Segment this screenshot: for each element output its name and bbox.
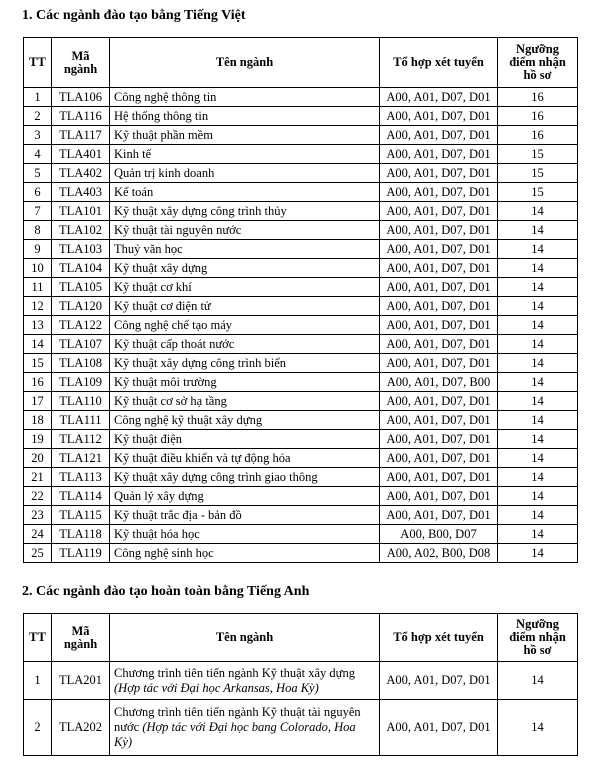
cell-nguong: 16 — [498, 107, 578, 126]
cell-ten-nganh: Kế toán — [110, 183, 380, 202]
table-row — [24, 354, 578, 373]
cell-ma-nganh: TLA114 — [52, 487, 110, 506]
cell-to-hop: A00, A01, D07, D01 — [380, 487, 498, 506]
table-header-row — [24, 38, 578, 88]
cell-ten-nganh: Kỹ thuật xây dựng công trình giao thông — [110, 468, 380, 487]
table-row — [24, 221, 578, 240]
cell-ten-nganh: Kỹ thuật xây dựng — [110, 259, 380, 278]
cell-nguong: 15 — [498, 164, 578, 183]
cell-ten-nganh: Công nghệ kỹ thuật xây dựng — [110, 411, 380, 430]
cell-ten-nganh: Hệ thống thông tin — [110, 107, 380, 126]
header-to-hop: Tổ hợp xét tuyển — [380, 614, 498, 662]
cell-ten-nganh: Kỹ thuật tài nguyên nước — [110, 221, 380, 240]
cell-nguong: 14 — [498, 221, 578, 240]
cell-to-hop: A00, A01, D07, D01 — [380, 411, 498, 430]
cell-ma-nganh: TLA121 — [52, 449, 110, 468]
cell-to-hop: A00, A01, D07, D01 — [380, 662, 498, 700]
header-ten-nganh: Tên ngành — [110, 38, 380, 88]
cell-ten-nganh: Thuỷ văn học — [110, 240, 380, 259]
cell-nguong: 14 — [498, 544, 578, 563]
cell-ma-nganh: TLA115 — [52, 506, 110, 525]
cell-ma-nganh: TLA120 — [52, 297, 110, 316]
cell-tt: 23 — [24, 506, 52, 525]
cell-nguong: 14 — [498, 259, 578, 278]
cell-nguong: 14 — [498, 430, 578, 449]
header-ma-nganh: Mã ngành — [52, 38, 110, 88]
cell-nguong: 16 — [498, 126, 578, 145]
cell-tt: 15 — [24, 354, 52, 373]
cell-ma-nganh: TLA401 — [52, 145, 110, 164]
cell-nguong: 14 — [498, 202, 578, 221]
cell-nguong: 14 — [498, 662, 578, 700]
cell-tt: 7 — [24, 202, 52, 221]
cell-to-hop: A00, A01, D07, D01 — [380, 316, 498, 335]
cell-ma-nganh: TLA118 — [52, 525, 110, 544]
cell-ten-nganh: Kỹ thuật cơ điện tử — [110, 297, 380, 316]
cell-ma-nganh: TLA108 — [52, 354, 110, 373]
table-row — [24, 126, 578, 145]
cell-nguong: 14 — [498, 506, 578, 525]
cell-ma-nganh: TLA117 — [52, 126, 110, 145]
header-ma-nganh: Mã ngành — [52, 614, 110, 662]
cell-ten-nganh: Kỹ thuật môi trường — [110, 373, 380, 392]
cell-ma-nganh: TLA106 — [52, 88, 110, 107]
cell-tt: 13 — [24, 316, 52, 335]
cell-tt: 9 — [24, 240, 52, 259]
cell-to-hop: A00, A01, D07, D01 — [380, 506, 498, 525]
cell-to-hop: A00, A01, D07, D01 — [380, 107, 498, 126]
cell-ma-nganh: TLA103 — [52, 240, 110, 259]
cell-to-hop: A00, A01, D07, B00 — [380, 373, 498, 392]
cell-nguong: 14 — [498, 449, 578, 468]
cell-tt: 1 — [24, 88, 52, 107]
cell-to-hop: A00, A01, D07, D01 — [380, 468, 498, 487]
cell-tt: 14 — [24, 335, 52, 354]
cell-ten-nganh: Quản lý xây dựng — [110, 487, 380, 506]
cell-tt: 10 — [24, 259, 52, 278]
cell-tt: 16 — [24, 373, 52, 392]
cell-tt: 5 — [24, 164, 52, 183]
partner-note: (Hợp tác với Đại học bang Colorado, Hoa Kỳ) — [114, 720, 356, 749]
cell-tt: 2 — [24, 107, 52, 126]
cell-ma-nganh: TLA111 — [52, 411, 110, 430]
header-nguong: Ngưỡng điểm nhận hồ sơ — [498, 38, 578, 88]
cell-tt: 1 — [24, 662, 52, 700]
cell-tt: 3 — [24, 126, 52, 145]
cell-ma-nganh: TLA107 — [52, 335, 110, 354]
table-row — [24, 88, 578, 107]
cell-ma-nganh: TLA119 — [52, 544, 110, 563]
cell-ma-nganh: TLA403 — [52, 183, 110, 202]
clipped-previous-line — [0, 0, 597, 3]
cell-ma-nganh: TLA112 — [52, 430, 110, 449]
table-row — [24, 662, 578, 700]
cell-tt: 18 — [24, 411, 52, 430]
cell-nguong: 14 — [498, 392, 578, 411]
header-to-hop: Tổ hợp xét tuyển — [380, 38, 498, 88]
cell-nguong: 14 — [498, 297, 578, 316]
table-row — [24, 297, 578, 316]
cell-to-hop: A00, A01, D07, D01 — [380, 259, 498, 278]
cell-nguong: 14 — [498, 468, 578, 487]
cell-tt: 6 — [24, 183, 52, 202]
cell-ten-nganh: Kỹ thuật phần mềm — [110, 126, 380, 145]
cell-to-hop: A00, A01, D07, D01 — [380, 449, 498, 468]
table-row — [24, 392, 578, 411]
table-row — [24, 411, 578, 430]
cell-to-hop: A00, A01, D07, D01 — [380, 392, 498, 411]
cell-to-hop: A00, A01, D07, D01 — [380, 88, 498, 107]
cell-tt: 4 — [24, 145, 52, 164]
cell-tt: 21 — [24, 468, 52, 487]
cell-to-hop: A00, A01, D07, D01 — [380, 202, 498, 221]
cell-ten-nganh: Kỹ thuật cơ sở hạ tầng — [110, 392, 380, 411]
cell-nguong: 15 — [498, 145, 578, 164]
cell-tt: 17 — [24, 392, 52, 411]
cell-ma-nganh: TLA113 — [52, 468, 110, 487]
partner-note: (Hợp tác với Đại học Arkansas, Hoa Kỳ) — [114, 680, 319, 695]
english-programs-table — [23, 613, 578, 756]
program-name: Chương trình tiên tiến ngành Kỹ thuật xây dựng — [114, 665, 355, 680]
cell-to-hop: A00, A01, D07, D01 — [380, 126, 498, 145]
table-row — [24, 316, 578, 335]
section-1-title: 1. Các ngành đào tạo bằng Tiếng Việt — [22, 8, 246, 23]
cell-ten-nganh: Kinh tế — [110, 145, 380, 164]
cell-ma-nganh: TLA122 — [52, 316, 110, 335]
cell-ten-nganh: Công nghệ sinh học — [110, 544, 380, 563]
table-row — [24, 700, 578, 756]
cell-nguong: 14 — [498, 278, 578, 297]
cell-tt: 19 — [24, 430, 52, 449]
cell-nguong: 14 — [498, 335, 578, 354]
cell-to-hop: A00, A01, D07, D01 — [380, 335, 498, 354]
cell-to-hop: A00, A01, D07, D01 — [380, 278, 498, 297]
cell-to-hop: A00, A01, D07, D01 — [380, 297, 498, 316]
cell-to-hop: A00, A01, D07, D01 — [380, 164, 498, 183]
table-row — [24, 107, 578, 126]
cell-tt: 20 — [24, 449, 52, 468]
cell-ten-nganh: Quản trị kinh doanh — [110, 164, 380, 183]
cell-nguong: 14 — [498, 487, 578, 506]
cell-to-hop: A00, A01, D07, D01 — [380, 430, 498, 449]
cell-ten-nganh: Kỹ thuật điện — [110, 430, 380, 449]
cell-nguong: 16 — [498, 88, 578, 107]
cell-to-hop: A00, A02, B00, D08 — [380, 544, 498, 563]
cell-to-hop: A00, A01, D07, D01 — [380, 183, 498, 202]
table-row — [24, 430, 578, 449]
table-row — [24, 468, 578, 487]
table-row — [24, 373, 578, 392]
table-row — [24, 525, 578, 544]
cell-ma-nganh: TLA102 — [52, 221, 110, 240]
cell-nguong: 14 — [498, 525, 578, 544]
cell-ten-nganh: Kỹ thuật hóa học — [110, 525, 380, 544]
cell-ten-nganh: Kỹ thuật xây dựng công trình thủy — [110, 202, 380, 221]
cell-to-hop: A00, A01, D07, D01 — [380, 354, 498, 373]
cell-nguong: 14 — [498, 316, 578, 335]
cell-ma-nganh: TLA109 — [52, 373, 110, 392]
table-row — [24, 145, 578, 164]
cell-ma-nganh: TLA104 — [52, 259, 110, 278]
cell-to-hop: A00, A01, D07, D01 — [380, 240, 498, 259]
cell-nguong: 14 — [498, 354, 578, 373]
cell-tt: 8 — [24, 221, 52, 240]
table-row — [24, 202, 578, 221]
cell-tt: 24 — [24, 525, 52, 544]
cell-nguong: 14 — [498, 373, 578, 392]
cell-ma-nganh: TLA201 — [52, 662, 110, 700]
cell-to-hop: A00, A01, D07, D01 — [380, 221, 498, 240]
header-ten-nganh: Tên ngành — [110, 614, 380, 662]
cell-ten-nganh: Kỹ thuật cơ khí — [110, 278, 380, 297]
section-2-title: 2. Các ngành đào tạo hoàn toàn bằng Tiếng Anh — [22, 584, 310, 599]
table-row — [24, 506, 578, 525]
vietnamese-programs-table — [23, 37, 578, 563]
cell-nguong: 14 — [498, 700, 578, 756]
table-row — [24, 544, 578, 563]
table-row — [24, 335, 578, 354]
cell-to-hop: A00, B00, D07 — [380, 525, 498, 544]
header-nguong: Ngưỡng điểm nhận hồ sơ — [498, 614, 578, 662]
cell-ten-nganh — [110, 700, 380, 756]
cell-ma-nganh: TLA110 — [52, 392, 110, 411]
cell-to-hop: A00, A01, D07, D01 — [380, 145, 498, 164]
program-name: Chương trình tiên tiến ngành Kỹ thuật tài nguyên nước — [114, 705, 361, 734]
cell-ten-nganh: Công nghệ chế tạo máy — [110, 316, 380, 335]
cell-tt: 25 — [24, 544, 52, 563]
cell-nguong: 14 — [498, 240, 578, 259]
cell-ma-nganh: TLA202 — [52, 700, 110, 756]
cell-to-hop: A00, A01, D07, D01 — [380, 700, 498, 756]
table-row — [24, 164, 578, 183]
cell-ma-nganh: TLA105 — [52, 278, 110, 297]
cell-nguong: 15 — [498, 183, 578, 202]
cell-tt: 2 — [24, 700, 52, 756]
cell-ten-nganh: Công nghệ thông tin — [110, 88, 380, 107]
table-row — [24, 449, 578, 468]
cell-ten-nganh: Kỹ thuật xây dựng công trình biển — [110, 354, 380, 373]
cell-tt: 12 — [24, 297, 52, 316]
cell-ten-nganh: Kỹ thuật cấp thoát nước — [110, 335, 380, 354]
table-row — [24, 259, 578, 278]
cell-ma-nganh: TLA101 — [52, 202, 110, 221]
cell-tt: 22 — [24, 487, 52, 506]
cell-ten-nganh — [110, 662, 380, 700]
header-tt: TT — [24, 614, 52, 662]
cell-ma-nganh: TLA402 — [52, 164, 110, 183]
cell-ten-nganh: Kỹ thuật điều khiển và tự động hóa — [110, 449, 380, 468]
cell-nguong: 14 — [498, 411, 578, 430]
cell-ma-nganh: TLA116 — [52, 107, 110, 126]
table-header-row — [24, 614, 578, 662]
table-row — [24, 278, 578, 297]
header-tt: TT — [24, 38, 52, 88]
table-row — [24, 240, 578, 259]
cell-tt: 11 — [24, 278, 52, 297]
cell-ten-nganh: Kỹ thuật trắc địa - bản đồ — [110, 506, 380, 525]
table-row — [24, 487, 578, 506]
table-row — [24, 183, 578, 202]
